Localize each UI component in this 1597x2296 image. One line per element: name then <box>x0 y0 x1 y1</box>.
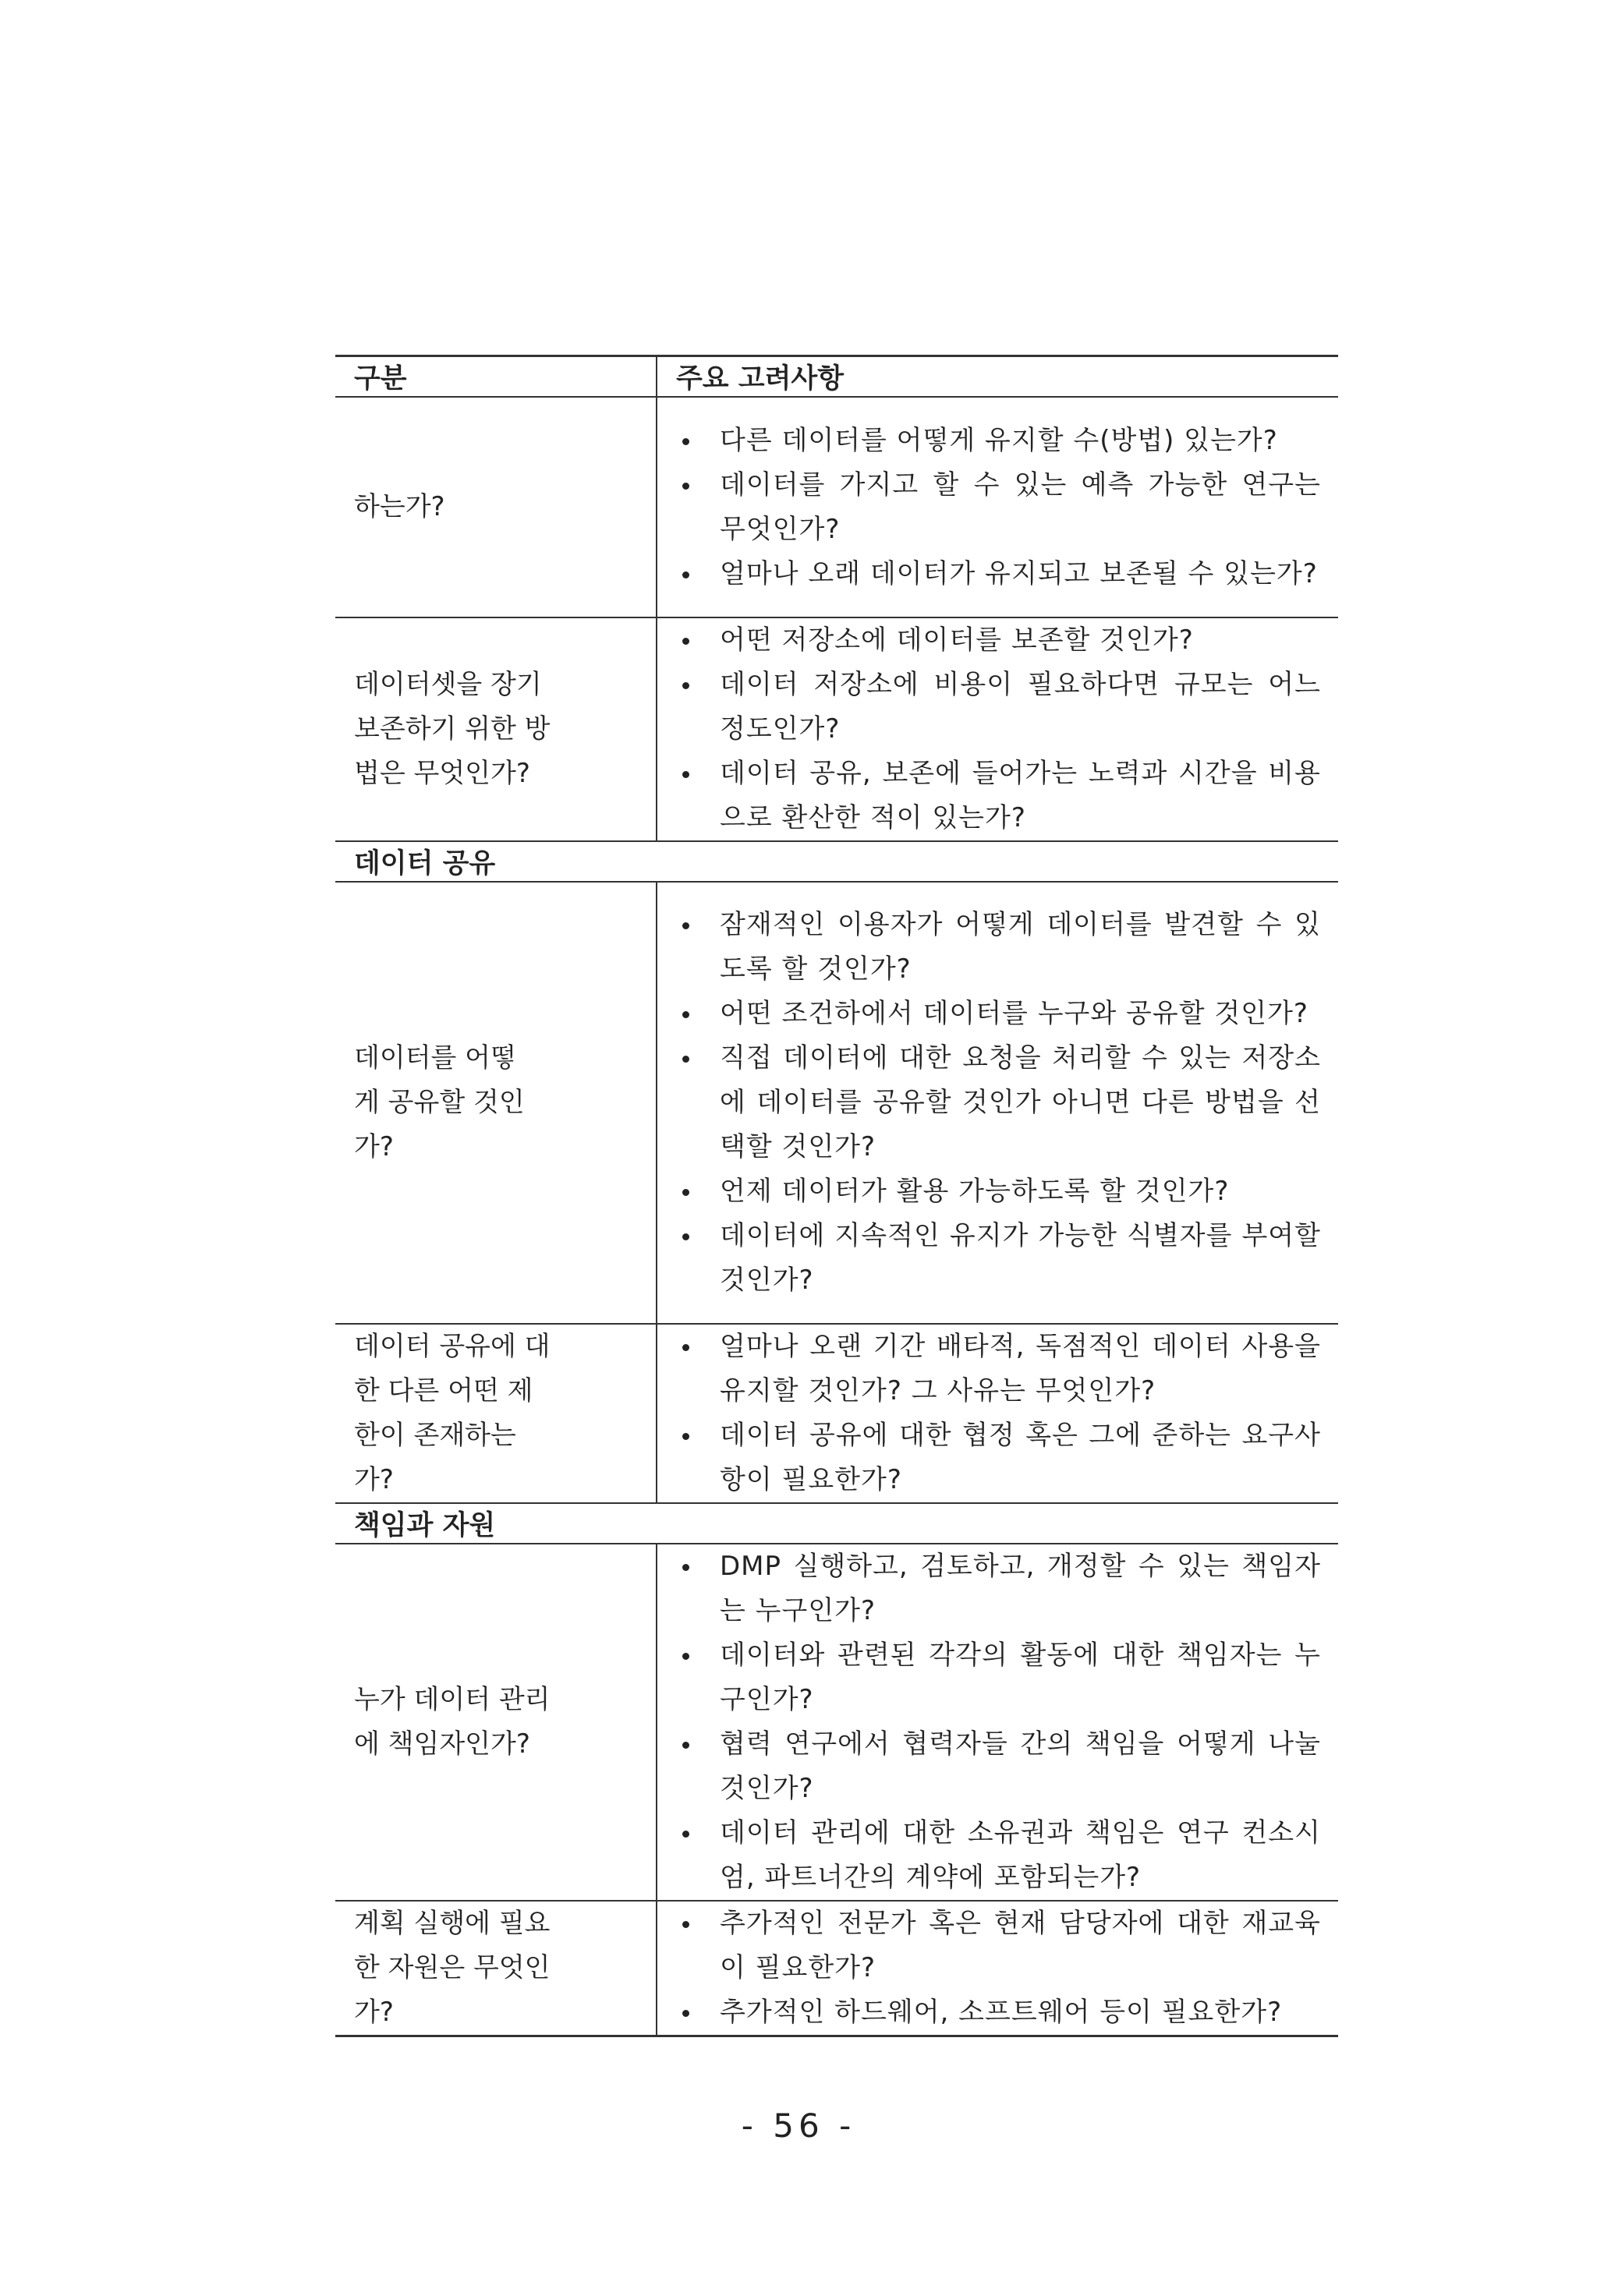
list-item: 데이터 저장소에 비용이 필요하다면 규모는 어느 정도인가? <box>676 663 1321 752</box>
row-question: 계획 실행에 필요한 자원은 무엇인가? <box>335 1901 657 2036</box>
list-item: 어떤 저장소에 데이터를 보존할 것인가? <box>676 618 1321 663</box>
considerations-list <box>676 419 1321 596</box>
table-row <box>335 1901 1338 2036</box>
row-considerations <box>657 882 1338 1324</box>
row-question: 데이터 공유에 대한 다른 어떤 제한이 존재하는가? <box>335 1324 657 1503</box>
list-item: 어떤 조건하에서 데이터를 누구와 공유할 것인가? <box>676 992 1321 1036</box>
row-question: 하는가? <box>335 397 657 617</box>
list-item: 데이터 공유에 대한 협정 혹은 그에 준하는 요구사항이 필요한가? <box>676 1413 1321 1502</box>
list-item: 잠재적인 이용자가 어떻게 데이터를 발견할 수 있도록 할 것인가? <box>676 903 1321 992</box>
list-item: 다른 데이터를 어떻게 유지할 수(방법) 있는가? <box>676 419 1321 463</box>
table-row <box>335 882 1338 1324</box>
row-question: 데이터셋을 장기보존하기 위한 방법은 무엇인가? <box>335 617 657 841</box>
section-row <box>335 1503 1338 1544</box>
row-considerations <box>657 1324 1338 1503</box>
list-item: 데이터 공유, 보존에 들어가는 노력과 시간을 비용으로 환산한 적이 있는가? <box>676 752 1321 840</box>
table-row <box>335 617 1338 841</box>
table-row <box>335 397 1338 617</box>
list-item: 얼마나 오래 데이터가 유지되고 보존될 수 있는가? <box>676 552 1321 596</box>
table-row <box>335 1544 1338 1901</box>
row-considerations <box>657 1901 1338 2036</box>
list-item: 직접 데이터에 대한 요청을 처리할 수 있는 저장소에 데이터를 공유할 것인가 아니면 다른 방법을 선택할 것인가? <box>676 1036 1321 1169</box>
section-title-responsibility: 책임과 자원 <box>335 1503 1338 1544</box>
list-item: 추가적인 하드웨어, 소프트웨어 등이 필요한가? <box>676 1990 1321 2035</box>
row-considerations <box>657 1544 1338 1901</box>
row-considerations <box>657 617 1338 841</box>
row-question: 누가 데이터 관리에 책임자인가? <box>335 1544 657 1901</box>
section-row <box>335 841 1338 882</box>
considerations-list <box>676 1325 1321 1502</box>
row-considerations <box>657 397 1338 617</box>
page-number: - 56 - <box>741 2107 856 2145</box>
list-item: 협력 연구에서 협력자들 간의 책임을 어떻게 나눌 것인가? <box>676 1722 1321 1811</box>
header-considerations: 주요 고려사항 <box>657 356 1338 398</box>
considerations-list <box>676 618 1321 840</box>
considerations-list <box>676 1902 1321 2035</box>
table-row <box>335 1324 1338 1503</box>
header-category: 구분 <box>335 356 657 398</box>
list-item: 얼마나 오랜 기간 배타적, 독점적인 데이터 사용을 유지할 것인가? 그 사유는 무엇인가? <box>676 1325 1321 1413</box>
considerations-table <box>335 355 1338 2037</box>
table-header-row <box>335 356 1338 398</box>
section-title-sharing: 데이터 공유 <box>335 841 1338 882</box>
considerations-list <box>676 903 1321 1303</box>
list-item: 데이터를 가지고 할 수 있는 예측 가능한 연구는 무엇인가? <box>676 463 1321 552</box>
list-item: 데이터와 관련된 각각의 활동에 대한 책임자는 누구인가? <box>676 1633 1321 1722</box>
considerations-list <box>676 1544 1321 1900</box>
list-item: 언제 데이터가 활용 가능하도록 할 것인가? <box>676 1169 1321 1214</box>
list-item: 데이터 관리에 대한 소유권과 책임은 연구 컨소시엄, 파트너간의 계약에 포함되는가? <box>676 1811 1321 1900</box>
row-question: 데이터를 어떻게 공유할 것인가? <box>335 882 657 1324</box>
list-item: 데이터에 지속적인 유지가 가능한 식별자를 부여할 것인가? <box>676 1214 1321 1303</box>
list-item: DMP 실행하고, 검토하고, 개정할 수 있는 책임자는 누구인가? <box>676 1544 1321 1633</box>
list-item: 추가적인 전문가 혹은 현재 담당자에 대한 재교육이 필요한가? <box>676 1902 1321 1990</box>
